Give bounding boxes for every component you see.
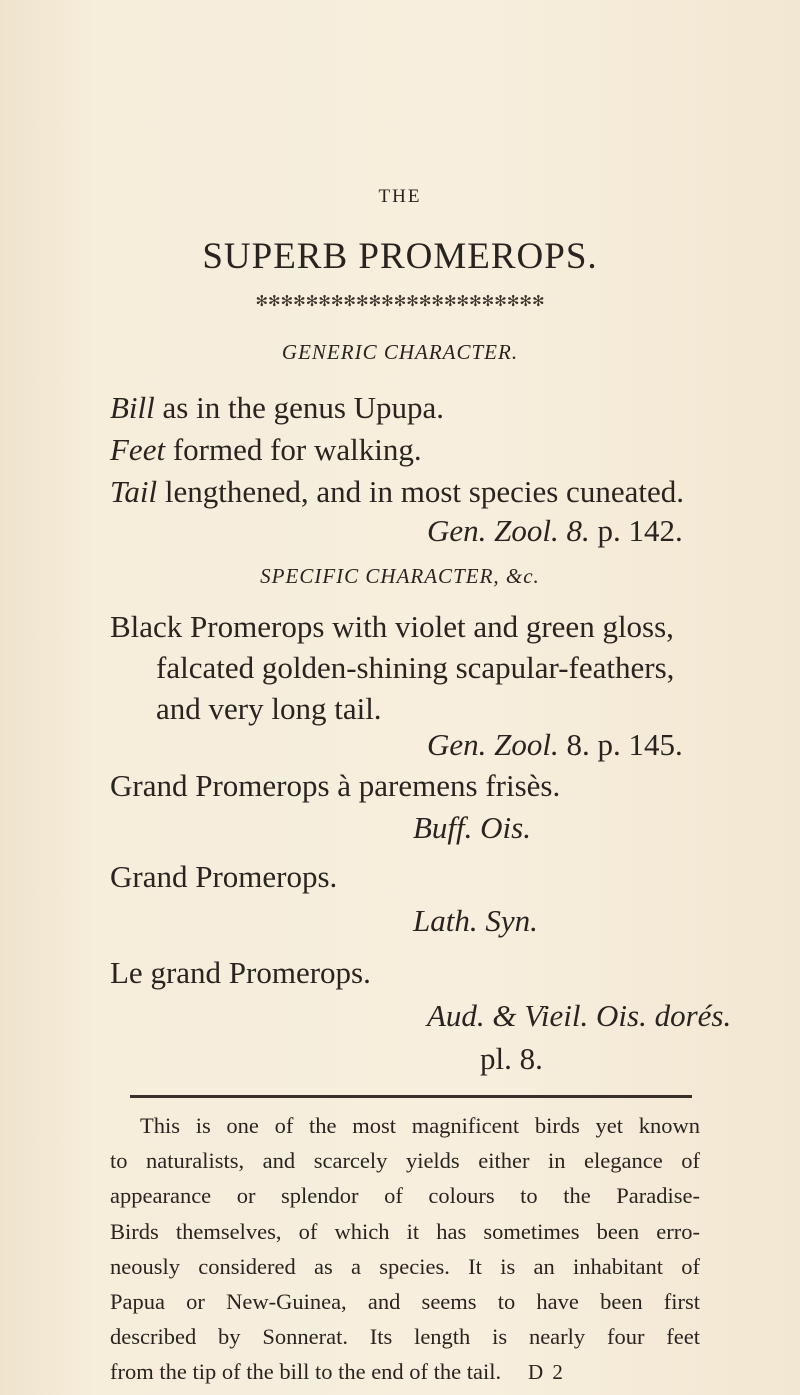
- ornament-rule: ✻✻✻✻✻✻✻✻✻✻✻✻✻✻✻✻✻✻✻✻✻✻✻: [255, 294, 545, 310]
- paragraph-line: described by Sonnerat. Its length is nearly four feet: [110, 1324, 700, 1350]
- synonym-name: Le grand Promerops.: [110, 955, 371, 990]
- generic-character-heading: GENERIC CHARACTER.: [281, 340, 519, 364]
- page-title: SUPERB PROMEROPS.: [202, 236, 598, 277]
- specific-line: falcated golden-shining scapular-feathers,: [156, 650, 675, 685]
- reference-work: Gen. Zool.: [427, 727, 559, 762]
- section-divider: [130, 1095, 692, 1098]
- line-text: as in the genus Upupa.: [154, 390, 445, 425]
- synonym-source: Aud. & Vieil. Ois. dorés.: [427, 998, 732, 1033]
- term: Tail: [110, 474, 158, 509]
- line-text: lengthened, and in most species cuneated.: [157, 474, 684, 509]
- synonym-name: Grand Promerops.: [110, 859, 338, 894]
- synonym-name: Grand Promerops à paremens frisès.: [110, 768, 561, 803]
- paragraph-line: Birds themselves, of which it has sometimes been erro-: [110, 1218, 700, 1244]
- generic-reference: [427, 513, 683, 549]
- term: Bill: [110, 390, 155, 425]
- synonym-source: Buff. Ois.: [413, 810, 531, 845]
- paragraph-line: from the tip of the bill to the end of the tail.: [110, 1359, 502, 1385]
- paragraph-line: Papua or New-Guinea, and seems to have been first: [110, 1289, 700, 1315]
- paragraph-line: to naturalists, and scarcely yields either in elegance of: [110, 1148, 700, 1174]
- specific-character-heading: SPECIFIC CHARACTER, &c.: [260, 564, 540, 588]
- generic-line-tail: [110, 474, 684, 510]
- paragraph-line: neously considered as a species. It is an inhabitant of: [110, 1253, 700, 1279]
- description-paragraph: [110, 1108, 700, 1390]
- generic-line-bill: [110, 390, 444, 426]
- paragraph-line: This is one of the most magnificent birds yet known: [140, 1113, 700, 1138]
- line-text: formed for walking.: [165, 432, 422, 467]
- synonym-plate: pl. 8.: [480, 1041, 543, 1076]
- reference-work: Gen. Zool. 8.: [427, 513, 590, 548]
- signature-mark: D 2: [528, 1360, 565, 1384]
- specific-line: Black Promerops with violet and green gloss,: [110, 609, 674, 644]
- reference-page: p. 142.: [589, 513, 683, 548]
- specific-line: and very long tail.: [156, 691, 382, 726]
- heading-the: THE: [378, 186, 422, 207]
- generic-line-feet: [110, 432, 422, 468]
- term: Feet: [110, 432, 166, 467]
- reference-page: 8. p. 145.: [558, 727, 683, 762]
- specific-reference: [427, 727, 683, 763]
- synonym-source: Lath. Syn.: [413, 903, 538, 938]
- paragraph-line: appearance or splendor of colours to the Paradise-: [110, 1183, 700, 1209]
